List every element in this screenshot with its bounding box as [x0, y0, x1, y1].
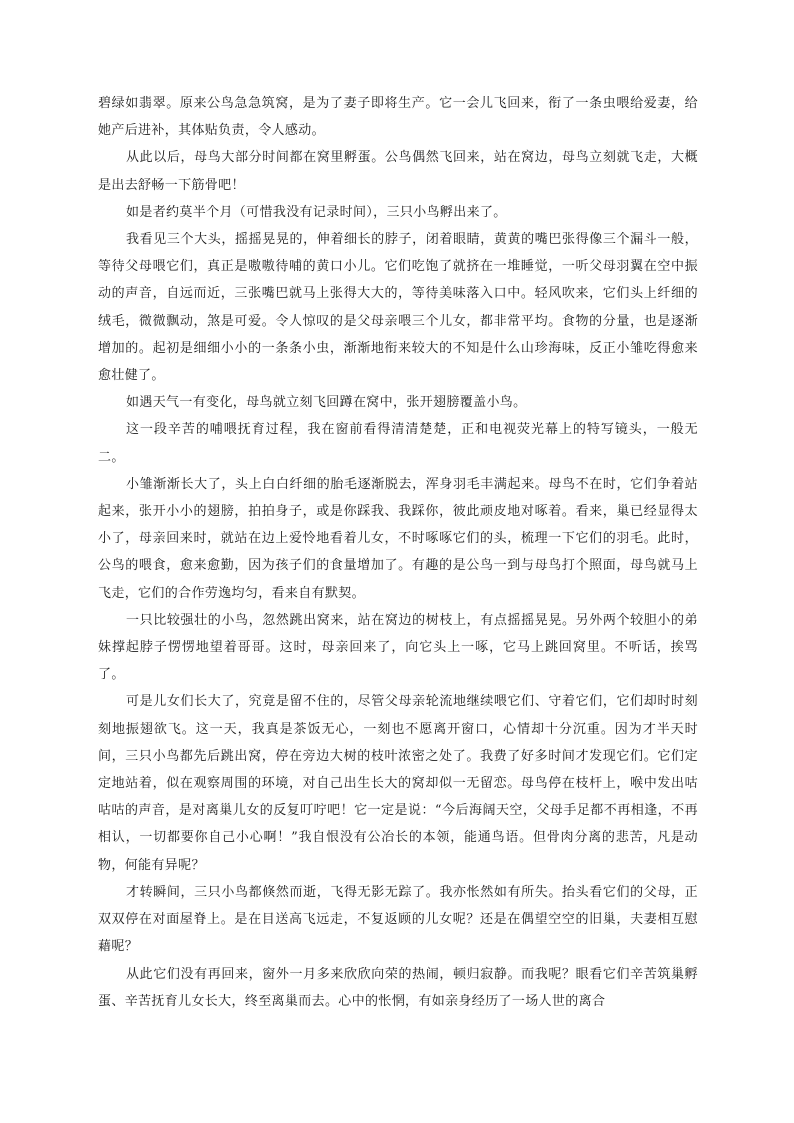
paragraph-4: 我看见三个大头，摇摇晃晃的，伸着细长的脖子，闭着眼睛，黄黄的嘴巴张得像三个漏斗一般，等待父母喂它们，真正是嗷嗷待哺的黄口小儿。它们吃饱了就挤在一堆睡觉，一听父母羽翼在空中振动的声音，自远而近，三张嘴巴就马上张得大大的，等待美味落入口中。轻风吹来，它们头上纤细的绒毛，微微飘动，煞是可爱。令人惊叹的是父母亲喂三个儿女，都非常平均。食物的分量，也是逐渐增加的。起初是细细小小的一条条小虫，渐渐地衔来较大的不知是什么山珍海味，反正小雏吃得愈来愈壮健了。	[98, 232, 698, 384]
paragraph-6: 这一段辛苦的哺喂抚育过程，我在窗前看得清清楚楚，正和电视荧光幕上的特写镜头，一般无二。	[98, 422, 698, 465]
paragraph-11: 从此它们没有再回来，窗外一月多来欣欣向荣的热闹，顿归寂静。而我呢？眼看它们辛苦筑巢孵蛋、辛苦抚育儿女长大，终至离巢而去。心中的怅惘，有如亲身经历了一场人世的离合	[98, 966, 698, 1009]
document-page	[98, 90, 698, 1015]
paragraph-8: 一只比较强壮的小鸟，忽然跳出窝来，站在窝边的树枝上，有点摇摇晃晃。另外两个较胆小的弟妹撑起脖子愣愣地望着哥哥。这时，母亲回来了，向它头上一啄，它马上跳回窝里。不听话，挨骂了。	[98, 612, 698, 683]
paragraph-9: 可是儿女们长大了，究竟是留不住的，尽管父母亲轮流地继续喂它们、守着它们，它们却时时刻刻地振翅欲飞。这一天，我真是茶饭无心，一刻也不愿离开窗口，心情却十分沉重。因为才半天时间，三只小鸟都先后跳出窝，停在旁边大树的枝叶浓密之处了。我费了好多时间才发现它们。它们定定地站着，似在观察周围的环境，对自己出生长大的窝却似一无留恋。母鸟停在枝杆上，喉中发出咕咕咕的声音，是对离巢儿女的反复叮咛吧！它一定是说：“今后海阔天空，父母手足都不再相逢，不再相认，一切都要你自己小心啊！”我自恨没有公冶长的本领，能通鸟语。但骨肉分离的悲苦，凡是动物，何能有异呢？	[98, 694, 698, 873]
paragraph-3: 如是者约莫半个月（可惜我没有记录时间），三只小鸟孵出来了。	[126, 204, 507, 220]
paragraph-7: 小雏渐渐长大了，头上白白纤细的胎毛逐渐脱去，浑身羽毛丰满起来。母鸟不在时，它们争着站起来，张开小小的翅膀，拍拍身子，或是你踩我、我踩你，彼此顽皮地对啄着。看来，巢已经显得太小了，母亲回来时，就站在边上爱怜地看着儿女，不时啄啄它们的头，梳理一下它们的羽毛。此时，公鸟的喂食，愈来愈勤，因为孩子们的食量增加了。有趣的是公鸟一到与母鸟打个照面，母鸟就马上飞走，它们的合作劳逸均匀，看来自有默契。	[98, 476, 698, 601]
paragraph-2: 从此以后，母鸟大部分时间都在窝里孵蛋。公鸟偶然飞回来，站在窝边，母鸟立刻就飞走，大概是出去舒畅一下筋骨吧！	[98, 150, 698, 193]
paragraph-1: 碧绿如翡翠。原来公鸟急急筑窝，是为了妻子即将生产。它一会儿飞回来，衔了一条虫喂给爱妻，给她产后进补，其体贴负责，令人感动。	[98, 96, 698, 139]
paragraph-5: 如遇天气一有变化，母鸟就立刻飞回蹲在窝中，张开翅膀覆盖小鸟。	[126, 395, 527, 411]
paragraph-10: 才转瞬间，三只小鸟都倏然而逝，飞得无影无踪了。我亦怅然如有所失。抬头看它们的父母，正双双停在对面屋脊上。是在目送高飞远走，不复返顾的儿女呢？还是在偶望空空的旧巢，夫妻相互慰藉呢？	[98, 884, 698, 955]
